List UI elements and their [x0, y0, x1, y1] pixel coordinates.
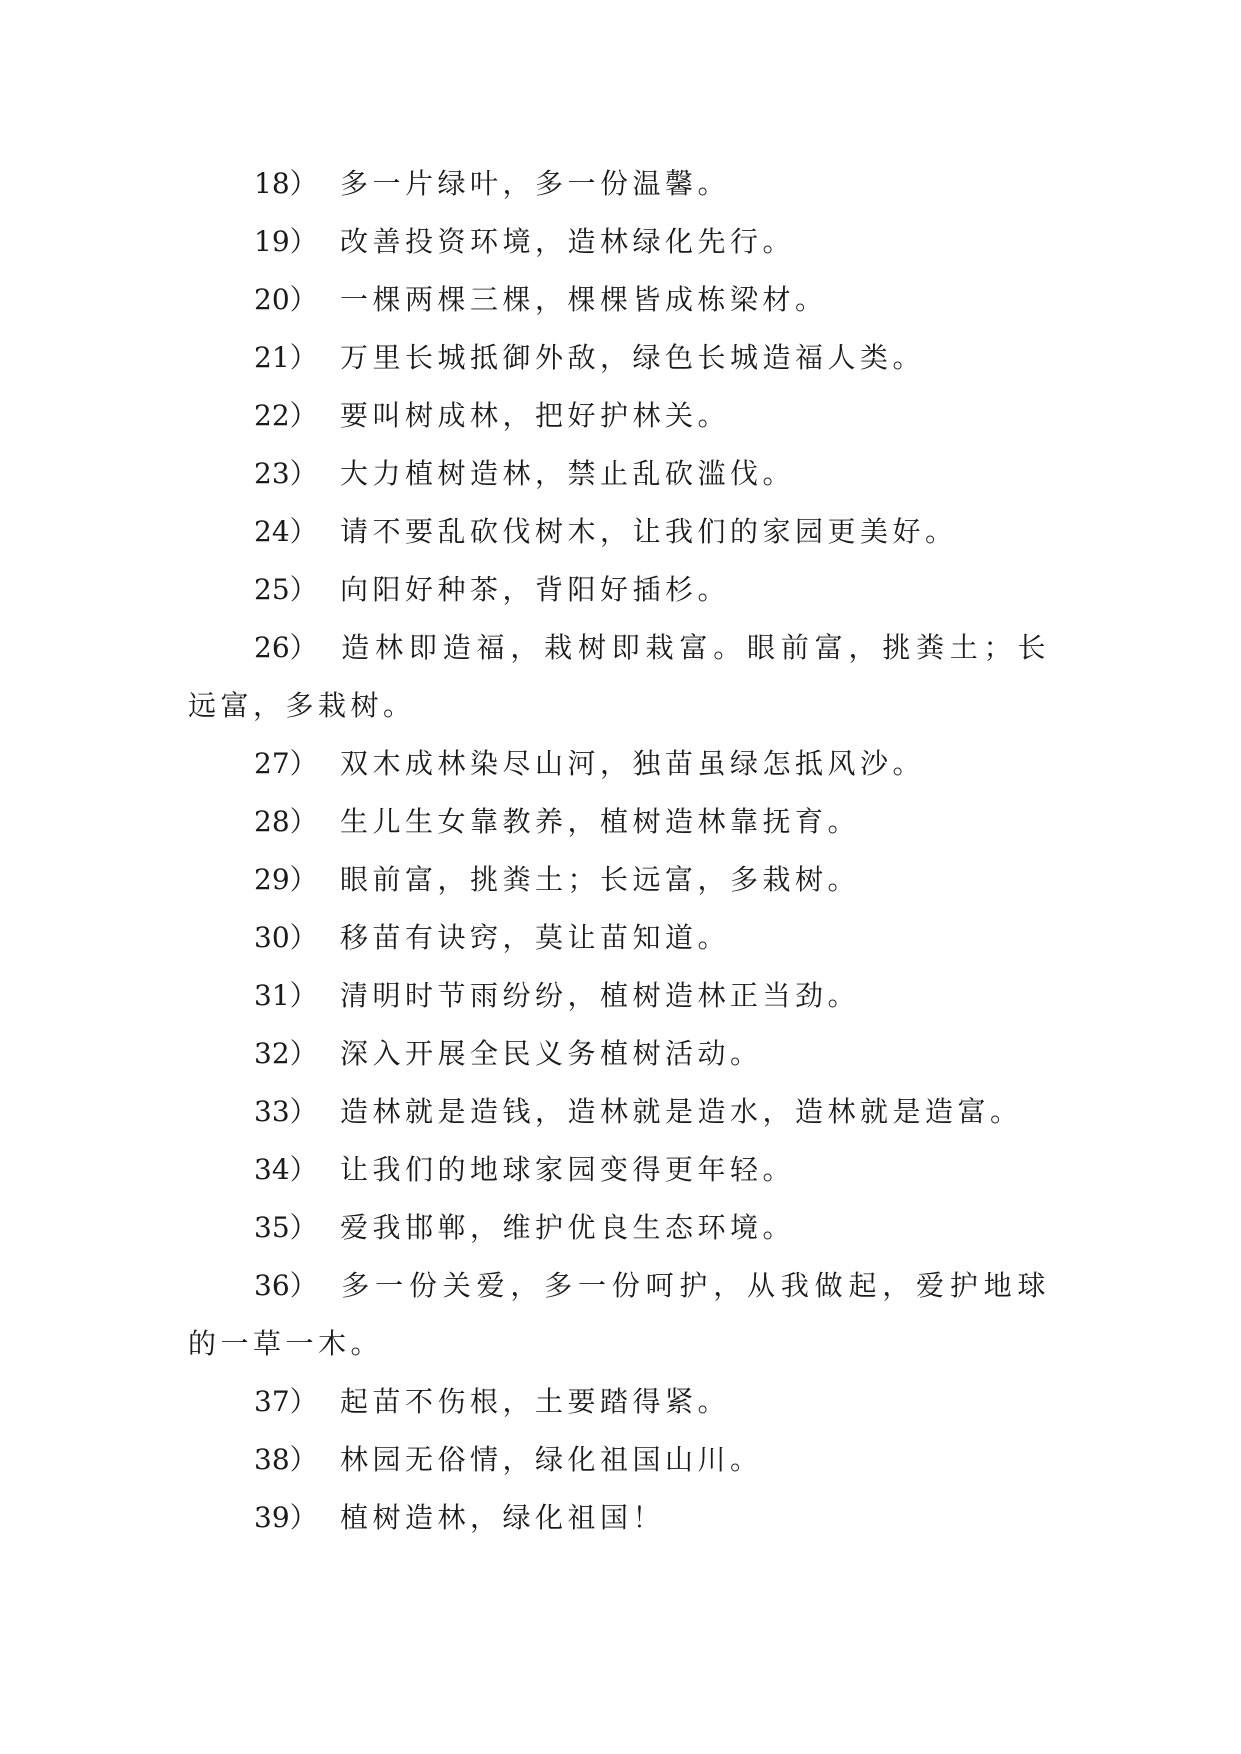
slogan-item — [188, 793, 1050, 851]
slogan-item — [188, 213, 1050, 271]
item-number: 35） — [254, 1211, 318, 1244]
item-number: 24） — [254, 515, 318, 548]
slogan-item — [188, 1257, 1050, 1373]
item-text: 眼前富，挑粪土；长远富，多栽树。 — [340, 863, 861, 896]
slogan-item — [188, 1199, 1050, 1257]
item-text: 造林即造福，栽树即栽富。眼前富，挑粪土；长远富，多栽树。 — [188, 631, 1050, 722]
item-number: 32） — [254, 1037, 318, 1070]
slogan-item — [188, 1083, 1050, 1141]
slogan-item — [188, 909, 1050, 967]
item-number: 25） — [254, 573, 318, 606]
item-number: 37） — [254, 1385, 318, 1418]
item-text: 植树造林，绿化祖国！ — [340, 1501, 666, 1534]
slogan-item — [188, 561, 1050, 619]
slogan-item — [188, 619, 1050, 735]
item-text: 深入开展全民义务植树活动。 — [340, 1037, 763, 1070]
slogan-item — [188, 735, 1050, 793]
item-number: 36） — [254, 1269, 318, 1302]
item-text: 多一片绿叶，多一份温馨。 — [340, 167, 731, 200]
item-text: 一棵两棵三棵，棵棵皆成栋梁材。 — [340, 283, 828, 316]
item-text: 请不要乱砍伐树木，让我们的家园更美好。 — [340, 515, 958, 548]
item-number: 31） — [254, 979, 318, 1012]
slogan-item — [188, 851, 1050, 909]
item-text: 向阳好种茶，背阳好插杉。 — [340, 573, 731, 606]
item-number: 23） — [254, 457, 318, 490]
slogan-item — [188, 271, 1050, 329]
item-text: 生儿生女靠教养，植树造林靠抚育。 — [340, 805, 861, 838]
item-number: 26） — [254, 631, 318, 664]
item-number: 30） — [254, 921, 318, 954]
item-number: 28） — [254, 805, 318, 838]
slogan-item — [188, 1373, 1050, 1431]
item-text: 起苗不伤根，土要踏得紧。 — [340, 1385, 731, 1418]
item-text: 林园无俗情，绿化祖国山川。 — [340, 1443, 763, 1476]
item-number: 20） — [254, 283, 318, 316]
slogan-item — [188, 503, 1050, 561]
slogan-item — [188, 967, 1050, 1025]
item-text: 清明时节雨纷纷，植树造林正当劲。 — [340, 979, 861, 1012]
slogan-item — [188, 1141, 1050, 1199]
item-text: 万里长城抵御外敌，绿色长城造福人类。 — [340, 341, 926, 374]
item-number: 22） — [254, 399, 318, 432]
item-text: 改善投资环境，造林绿化先行。 — [340, 225, 796, 258]
item-number: 29） — [254, 863, 318, 896]
slogan-item — [188, 1431, 1050, 1489]
slogan-item — [188, 329, 1050, 387]
item-number: 33） — [254, 1095, 318, 1128]
slogan-item — [188, 155, 1050, 213]
slogan-item — [188, 1025, 1050, 1083]
item-number: 21） — [254, 341, 318, 374]
item-text: 多一份关爱，多一份呵护，从我做起，爱护地球的一草一木。 — [188, 1269, 1050, 1360]
document-page — [188, 155, 1050, 1547]
item-number: 18） — [254, 167, 318, 200]
item-number: 27） — [254, 747, 318, 780]
item-text: 爱我邯郸，维护优良生态环境。 — [340, 1211, 796, 1244]
item-text: 造林就是造钱，造林就是造水，造林就是造富。 — [340, 1095, 1023, 1128]
item-text: 移苗有诀窍，莫让苗知道。 — [340, 921, 731, 954]
slogan-item — [188, 387, 1050, 445]
item-text: 双木成林染尽山河，独苗虽绿怎抵风沙。 — [340, 747, 926, 780]
item-number: 38） — [254, 1443, 318, 1476]
slogan-item — [188, 1489, 1050, 1547]
item-text: 让我们的地球家园变得更年轻。 — [340, 1153, 796, 1186]
item-text: 要叫树成林，把好护林关。 — [340, 399, 731, 432]
item-number: 39） — [254, 1501, 318, 1534]
item-number: 19） — [254, 225, 318, 258]
item-number: 34） — [254, 1153, 318, 1186]
item-text: 大力植树造林，禁止乱砍滥伐。 — [340, 457, 796, 490]
slogan-item — [188, 445, 1050, 503]
